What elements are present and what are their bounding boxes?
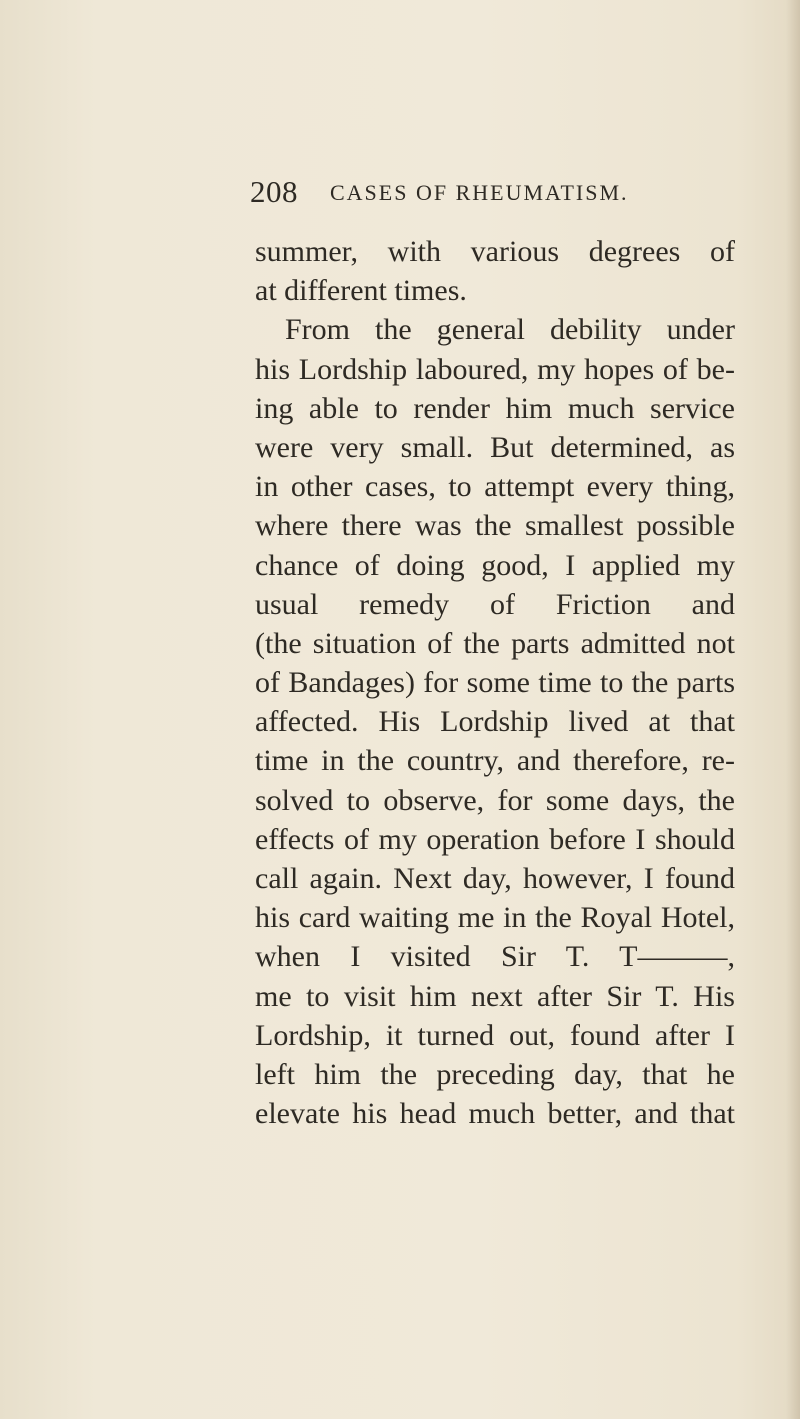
text-line: at different times. bbox=[255, 274, 467, 308]
text-line: (the situation of the parts admitted not bbox=[255, 626, 735, 660]
running-head: CASES OF RHEUMATISM. bbox=[330, 180, 629, 205]
text-line: Lordship, it turned out, found after I bbox=[255, 1018, 735, 1052]
text-line: call again. Next day, however, I found bbox=[255, 862, 735, 895]
page-header bbox=[250, 174, 800, 234]
text-line: time in the country, and therefore, re- bbox=[255, 744, 735, 778]
page-number: 208 bbox=[250, 174, 298, 209]
text-line: his card waiting me in the Royal Hotel, bbox=[255, 901, 735, 935]
body-text bbox=[255, 232, 735, 1133]
text-line: affected. His Lordship lived at that bbox=[255, 705, 735, 739]
text-line: in other cases, to attempt every thing, bbox=[255, 470, 735, 504]
text-line: ing able to render him much service bbox=[255, 391, 735, 425]
text-line: solved to observe, for some days, the bbox=[255, 783, 735, 817]
text-line: me to visit him next after Sir T. His bbox=[255, 979, 735, 1013]
text-line: effects of my operation before I should bbox=[255, 822, 735, 856]
text-line: left him the preceding day, that he bbox=[255, 1057, 735, 1091]
paragraph-first-line: From the general debility under bbox=[285, 313, 735, 347]
text-line: his Lordship laboured, my hopes of be- bbox=[255, 352, 735, 386]
text-line: summer, with various degrees of bbox=[255, 235, 735, 268]
text-line: chance of doing good, I applied my bbox=[255, 548, 735, 582]
text-line: elevate his head much better, and that bbox=[255, 1097, 735, 1131]
text-line: usual remedy of Friction and bbox=[255, 587, 735, 621]
text-line: of Bandages) for some time to the parts bbox=[255, 666, 735, 700]
text-line: when I visited Sir T. T———, bbox=[255, 940, 735, 974]
text-line: where there was the smallest possible bbox=[255, 509, 735, 543]
text-line: were very small. But determined, as bbox=[255, 430, 735, 464]
